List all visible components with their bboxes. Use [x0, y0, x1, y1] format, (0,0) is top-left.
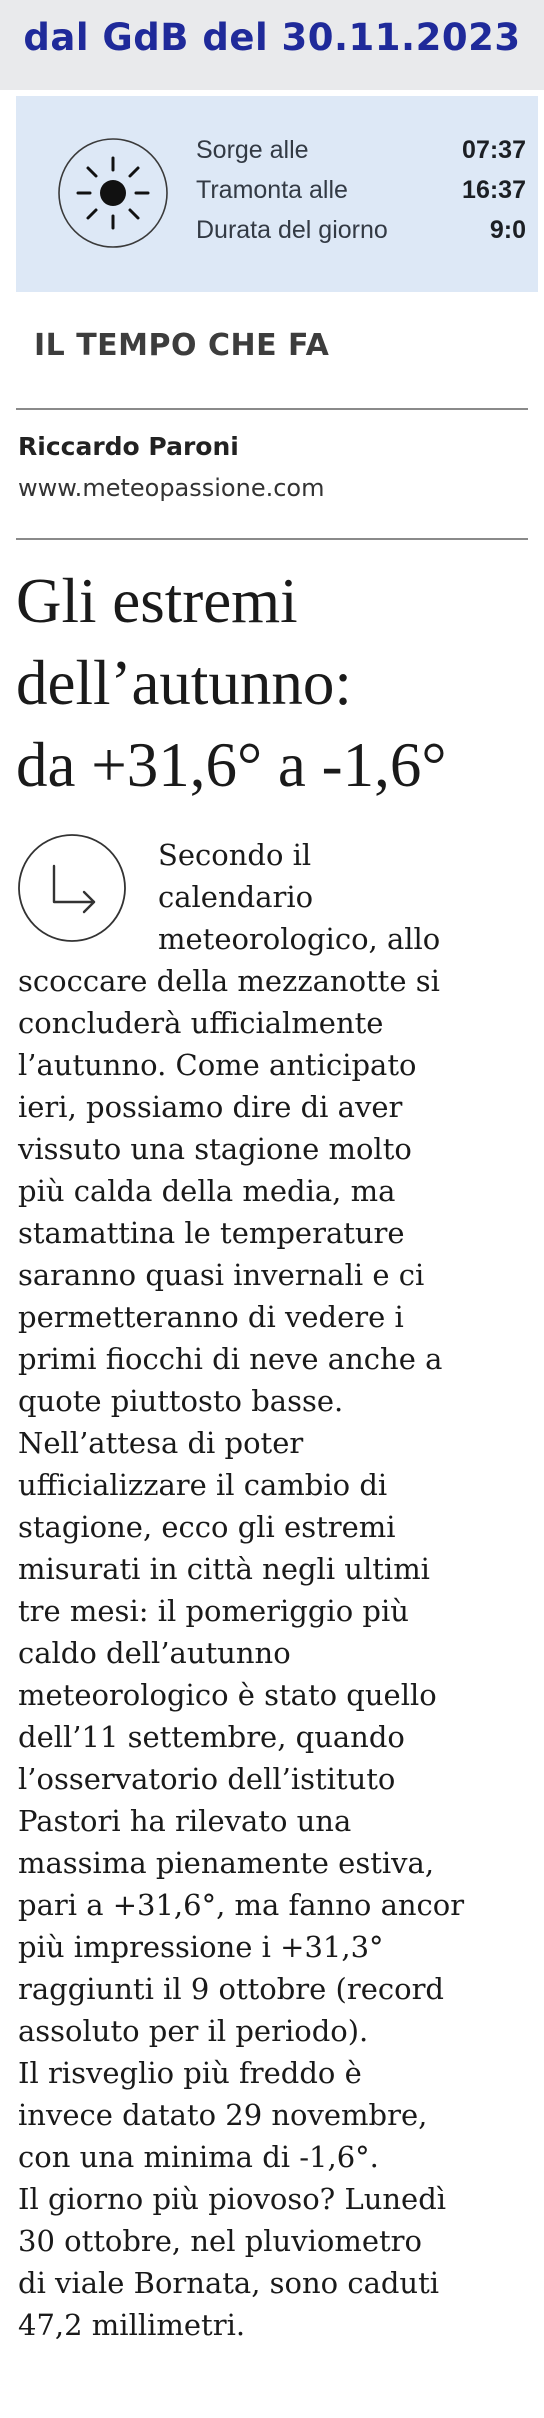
body-line: assoluto per il periodo). [18, 2014, 369, 2048]
body-line: Secondo il [158, 838, 312, 872]
body-line: massima pienamente estiva, [18, 1846, 435, 1880]
source-band [0, 0, 544, 90]
headline-line: dell’autunno: [16, 648, 352, 718]
body-line: primi fiocchi di neve anche a [18, 1342, 443, 1376]
daylength-label: Durata del giorno [196, 216, 388, 244]
headline-line: da +31,6° a -1,6° [16, 730, 447, 800]
headline-line: Gli estremi [16, 566, 298, 636]
body-line: più impressione i +31,3° [18, 1930, 384, 1964]
body-line: 47,2 millimetri. [18, 2308, 246, 2342]
body-line: concluderà ufficialmente [18, 1006, 384, 1040]
sunset-row [196, 176, 526, 216]
body-line: meteorologico, allo [158, 922, 441, 956]
sunrise-row [196, 136, 526, 176]
body-line: tre mesi: il pomeriggio più [18, 1594, 409, 1628]
body-line: calendario [158, 880, 314, 914]
body-line: pari a +31,6°, ma fanno ancor [18, 1888, 465, 1922]
body-line: Il giorno più piovoso? Lunedì [18, 2182, 447, 2216]
body-line: 30 ottobre, nel pluviometro [18, 2224, 422, 2258]
author-website: www.meteopassione.com [18, 474, 325, 502]
daylength-row [196, 216, 526, 256]
sunset-label: Tramonta alle [196, 176, 348, 204]
author-name: Riccardo Paroni [18, 432, 239, 461]
body-line: invece datato 29 novembre, [18, 2098, 428, 2132]
body-line: scoccare della mezzanotte si [18, 964, 440, 998]
body-line: saranno quasi invernali e ci [18, 1258, 425, 1292]
body-line: permetteranno di vedere i [18, 1300, 404, 1334]
body-line: Nell’attesa di poter [18, 1426, 304, 1460]
body-line: ieri, possiamo dire di aver [18, 1090, 403, 1124]
source-line: dal GdB del 30.11.2023 [23, 16, 521, 59]
body-line: vissuto una stagione molto [18, 1132, 412, 1166]
section-title: IL TEMPO CHE FA [34, 328, 330, 363]
divider [16, 538, 528, 540]
headline [16, 560, 536, 806]
article-body [18, 834, 538, 2346]
body-line: dell’11 settembre, quando [18, 1720, 405, 1754]
body-line: l’autunno. Come anticipato [18, 1048, 417, 1082]
sunrise-value: 07:37 [462, 136, 526, 164]
sun-icon [56, 136, 170, 250]
body-line: di viale Bornata, sono caduti [18, 2266, 440, 2300]
sunset-value: 16:37 [462, 176, 526, 204]
body-line: raggiunti il 9 ottobre (record [18, 1972, 444, 2006]
body-line: l’osservatorio dell’istituto [18, 1762, 396, 1796]
sun-info-box [16, 96, 538, 292]
body-line: più calda della media, ma [18, 1174, 396, 1208]
body-line: con una minima di -1,6°. [18, 2140, 379, 2174]
daylength-value: 9:0 [489, 216, 526, 244]
body-line: quote piuttosto basse. [18, 1384, 344, 1418]
body-line: stamattina le temperature [18, 1216, 405, 1250]
body-line: Il risveglio più freddo è [18, 2056, 362, 2090]
body-line: stagione, ecco gli estremi [18, 1510, 396, 1544]
divider [16, 408, 528, 410]
sunrise-label: Sorge alle [196, 136, 309, 164]
body-line: Pastori ha rilevato una [18, 1804, 352, 1838]
body-line: misurati in città negli ultimi [18, 1552, 430, 1586]
body-line: meteorologico è stato quello [18, 1678, 437, 1712]
body-line: caldo dell’autunno [18, 1636, 291, 1670]
body-line: ufficializzare il cambio di [18, 1468, 388, 1502]
